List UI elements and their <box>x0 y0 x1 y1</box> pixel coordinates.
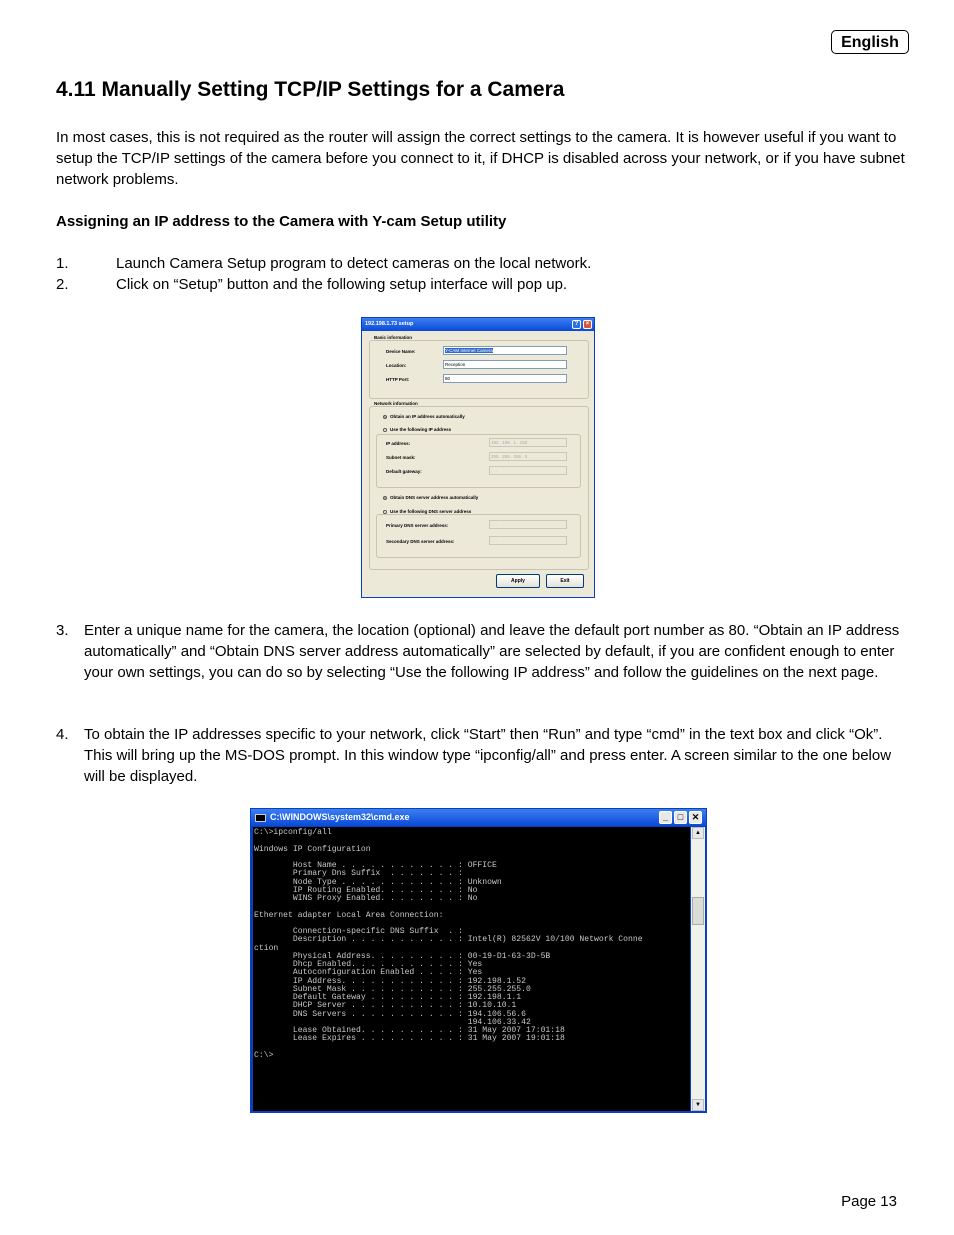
list-number: 1. <box>56 255 69 272</box>
list-number: 3. <box>56 622 69 639</box>
obtain-dns-radio[interactable]: Obtain DNS server address automatically <box>383 495 478 500</box>
list-item <box>56 724 906 787</box>
ip-address-field[interactable]: 192 . 168 . 1 . 150 <box>489 438 567 447</box>
cmd-titlebar <box>251 809 706 826</box>
console-icon <box>255 814 266 822</box>
subnet-mask-field[interactable]: 255 . 255 . 255 . 0 <box>489 452 567 461</box>
dialog-titlebar <box>362 318 594 331</box>
setup-dialog <box>361 317 595 598</box>
secondary-dns-field[interactable]: . . . <box>489 536 567 545</box>
scrollbar[interactable] <box>691 827 705 1111</box>
use-dns-radio[interactable]: Use the following DNS server address <box>383 509 471 514</box>
page-number: Page 13 <box>841 1193 897 1210</box>
gateway-field[interactable]: . . . <box>489 466 567 475</box>
group-label: Network information <box>374 401 418 406</box>
field-label: Secondary DNS server address: <box>386 539 455 544</box>
minimize-icon[interactable]: _ <box>659 811 672 824</box>
field-label: Primary DNS server address: <box>386 523 449 528</box>
device-name-field[interactable]: Y-CAM Internet Camera <box>443 346 567 355</box>
console-output: C:\>ipconfig/all Windows IP Configuration Host Name . . . . . . . . . . . . : OFFICE Primary Dns Suffix . . . . . . . : Node Type . . . . . . . . . . . . : Unknown IP Routing Enabled. . . . . . . . : No WINS Proxy Enabled. . . . . . . . : No Ethernet adapter Local Area Connection: Connection-specific DNS Suffix . : Description . . . . . . . . . . . : Intel(R) 82562V 10/100 Network Conne ction Physical Address. . . . . . . . . : 00-19-D1-63-3D-5B Dhcp Enabled. . . . . . . . . . . : Yes Autoconfiguration Enabled . . . . : Yes IP Address. . . . . . . . . . . . : 192.198.1.52 Subnet Mask . . . . . . . . . . . : 255.255.255.0 Default Gateway . . . . . . . . . : 192.198.1.1 DHCP Server . . . . . . . . . . . : 10.10.10.1 DNS Servers . . . . . . . . . . . : 194.106.56.6 194.106.33.42 Lease Obtained. . . . . . . . . . : 31 May 2007 17:01:18 Lease Expires . . . . . . . . . . : 31 May 2007 19:01:18 C:\> <box>254 828 643 1060</box>
field-label: Device Name: <box>386 349 416 354</box>
field-label: Default gateway: <box>386 469 422 474</box>
exit-button[interactable]: Exit <box>546 574 584 588</box>
close-icon[interactable]: × <box>583 320 592 329</box>
http-port-field[interactable]: 80 <box>443 374 567 383</box>
list-number: 4. <box>56 726 69 743</box>
primary-dns-field[interactable]: . . . <box>489 520 567 529</box>
field-label: IP address: <box>386 441 411 446</box>
dialog-title: 192.198.1.73 setup <box>365 321 414 327</box>
list-text: Click on “Setup” button and the following setup interface will pop up. <box>116 276 568 293</box>
cmd-title: C:\WINDOWS\system32\cmd.exe <box>270 812 410 822</box>
language-badge: English <box>831 30 909 54</box>
maximize-icon[interactable]: □ <box>674 811 687 824</box>
field-label: Subnet mask: <box>386 455 416 460</box>
obtain-ip-radio[interactable]: Obtain an IP address automatically <box>383 414 465 419</box>
help-icon[interactable]: ? <box>572 320 581 329</box>
scroll-down-icon[interactable]: ▼ <box>692 1099 704 1111</box>
field-label: Location: <box>386 363 407 368</box>
list-text: Launch Camera Setup program to detect cameras on the local network. <box>116 255 592 272</box>
section-title: 4.11 Manually Setting TCP/IP Settings for a Camera <box>56 78 565 101</box>
intro-paragraph: In most cases, this is not required as the router will assign the correct settings to the camera. It is however useful if you want to setup the TCP/IP settings of the camera before you connect to it, if DHCP is disabled across your network, or if you have subnet network problems. <box>56 129 905 188</box>
list-text: To obtain the IP addresses specific to your network, click “Start” then “Run” and type “cmd” in the text box and click “Ok”. This will bring up the MS-DOS prompt. In this window type “ipconfig/all” and press enter. A screen similar to the one below will be displayed. <box>84 726 892 785</box>
scroll-up-icon[interactable]: ▲ <box>692 827 704 839</box>
apply-button[interactable]: Apply <box>496 574 540 588</box>
list-item <box>56 620 906 683</box>
location-field[interactable]: Reception <box>443 360 567 369</box>
subheading: Assigning an IP address to the Camera with Y-cam Setup utility <box>56 213 507 230</box>
close-icon[interactable]: ✕ <box>689 811 702 824</box>
list-number: 2. <box>56 276 69 293</box>
field-label: HTTP Port: <box>386 377 410 382</box>
group-label: Basic information <box>374 335 413 340</box>
list-text: Enter a unique name for the camera, the location (optional) and leave the default port number as 80. “Obtain an IP address automatically” and “Obtain DNS server address automatically” are selected by default, if you are confident enough to enter your own settings, you can do so by selecting “Use the following IP address” and follow the guidelines on the next page. <box>84 622 900 681</box>
scroll-thumb[interactable] <box>692 897 704 925</box>
console-screen[interactable] <box>253 827 690 1111</box>
use-ip-radio[interactable]: Use the following IP address <box>383 427 451 432</box>
cmd-window <box>250 808 707 1113</box>
